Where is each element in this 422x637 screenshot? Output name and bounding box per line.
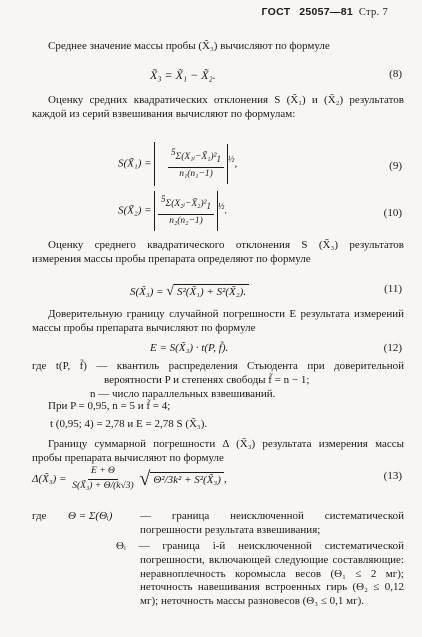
equation-10-number: (10)	[383, 207, 402, 219]
equation-9: S(X̃₁) = $\frac{^5\Sigma(X_1ᵢ-X̃_1)^2_1}{\text{n₁(n₁−1)}}$ $^{\frac{1}{2}}$,	[118, 142, 237, 186]
equation-13-number: (13)	[383, 470, 402, 482]
paragraph-2: Оценку средних квадратических отклонения S (X̃₁) и (X̃₂) результатов каждой из серий взвешивания вычисляют по формулам:	[32, 94, 404, 120]
equation-8-number: (8)	[389, 68, 402, 80]
student-value-line: t (0,95; 4) = 2,78 и Ε = 2,78 S (X̃₃).	[50, 418, 208, 430]
theta-sum: Θ = Σ(Θᵢ)	[68, 510, 113, 522]
equation-9-fraction: $\frac{^5\Sigma(X_1ᵢ-X̃_1)^2_1}{\text{n₁(n₁−1)}}$	[168, 147, 224, 180]
equation-10: S(X̃₂) = $\frac{^5\Sigma(X_2ᵢ-X̃_2)^2_1}{\text{n₂(n₂−1)}}$ $^{\frac{1}{2}}$.	[118, 191, 227, 231]
where-clause-2-label: где	[32, 510, 47, 522]
equation-13: Δ(X̃₃) = $\frac{E + \Theta}{\text{S(X̃₃) + Θ/(k√3)}}$ √ Θ²/3k² + S²(X̃₃) ,	[32, 466, 227, 491]
gost-number: 25057—81	[299, 6, 353, 18]
equation-11-number: (11)	[384, 283, 402, 295]
paragraph-5: Границу суммарной погрешности Δ (X̃₃) результата измерения массы пробы препарата вычисляют по формуле	[32, 438, 404, 464]
theta-definition: — граница неисключенной систематической погрешности результата взвешивания;	[140, 510, 404, 536]
condition-line: При P = 0,95, n = 5 и f̃ = 4;	[48, 400, 171, 412]
equation-12: Ε = S(X̃₃) · t(P, f̃).	[150, 342, 229, 354]
equation-11: S(X̃₃) = √ S²(X̃₁) + S²(X̃₂).	[130, 283, 249, 301]
gost-label: ГОСТ	[261, 6, 291, 18]
equation-13-fraction: $\frac{E + \Theta}{\text{S(X̃₃) + Θ/(k√3)}}$	[72, 466, 134, 491]
where-clause-1: где t(P, f̃) — квантиль распределения Стьюдента при доверительной вероятности P и степенях свободы f̃ = n − 1; n — число параллельных взвешиваний.	[32, 360, 404, 400]
equation-10-fraction: $\frac{^5\Sigma(X_2ᵢ-X̃_2)^2_1}{\text{n₂(n₂−1)}}$	[158, 194, 214, 227]
theta-i-definition: Θᵢ — граница i-й неисключенной систематической погрешности, включающей следующие составляющие: неравноплечность коромысла весов (Θ₁ ≤ 2 мг); неточность навешивания встроенных гирь (Θ₂ ≤ 0,12 мг); неточность массы разновесов (Θ₃ ≤ 0,1 мг).	[116, 540, 404, 607]
equation-9-number: (9)	[389, 160, 402, 172]
paragraph-4: Доверительную границу случайной погрешности Ε результата измерений массы пробы препарата вычисляют по формуле	[32, 308, 404, 334]
equation-8: X̃₃ = X̃₁ − X̃₂.	[150, 68, 216, 82]
equation-12-number: (12)	[383, 342, 402, 354]
page-number: Стр. 7	[358, 7, 388, 18]
page-header	[262, 6, 388, 19]
paragraph-1: Среднее значение массы пробы (X̃₃) вычисляют по формуле	[48, 40, 330, 52]
paragraph-3: Оценку среднего квадратического отклонения S (X̃₃) результатов измерения массы пробы препарата определяют по формуле	[32, 239, 404, 265]
